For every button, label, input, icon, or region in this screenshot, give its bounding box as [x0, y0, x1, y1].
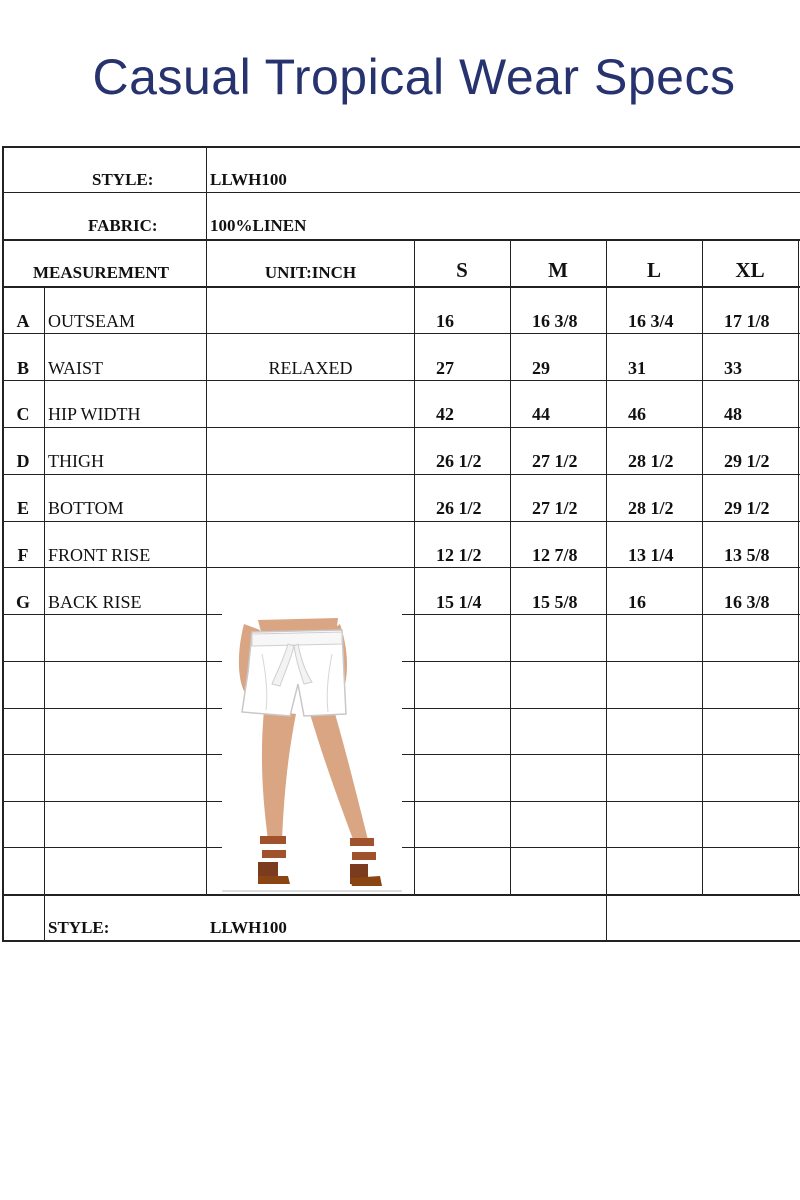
- row-letter: E: [16, 498, 29, 518]
- row-name: FRONT RISE: [48, 545, 151, 565]
- row-divider: [400, 708, 800, 709]
- row-name: WAIST: [48, 358, 103, 378]
- row-note: RELAXED: [268, 358, 353, 378]
- row-letter: D: [16, 451, 30, 471]
- value-s: 26 1/2: [436, 498, 482, 518]
- measurement-header: MEASUREMENT: [33, 263, 170, 282]
- value-l: 28 1/2: [628, 451, 674, 471]
- column-divider: [510, 239, 511, 894]
- table-border-top: [2, 146, 800, 148]
- row-divider: [2, 754, 224, 755]
- value-xl: 33: [724, 358, 742, 378]
- row-note: [207, 446, 414, 472]
- style-value: LLWH100: [210, 170, 287, 189]
- value-l: 13 1/4: [628, 545, 674, 565]
- value-xl: 29 1/2: [724, 451, 770, 471]
- unit-header: UNIT:INCH: [264, 263, 357, 282]
- footer-style-label: STYLE:: [48, 918, 110, 937]
- row-divider: [2, 567, 800, 568]
- value-l: 16: [628, 592, 646, 612]
- footer-style-value: LLWH100: [210, 918, 287, 937]
- row-divider: [2, 847, 224, 848]
- value-s: 15 1/4: [436, 592, 482, 612]
- value-s: 12 1/2: [436, 545, 482, 565]
- fabric-label: FABRIC:: [88, 216, 158, 235]
- value-xl: 48: [724, 404, 742, 424]
- value-xl: 29 1/2: [724, 498, 770, 518]
- row-divider: [400, 661, 800, 662]
- column-divider: [44, 286, 45, 940]
- row-divider: [2, 661, 224, 662]
- column-divider: [798, 239, 799, 894]
- row-divider: [2, 801, 224, 802]
- value-s: 27: [436, 358, 454, 378]
- row-divider: [2, 333, 800, 334]
- value-l: 16 3/4: [628, 311, 674, 331]
- size-header-s: S: [456, 258, 468, 282]
- row-divider: [400, 847, 800, 848]
- row-name: OUTSEAM: [48, 311, 136, 331]
- size-header-m: M: [548, 258, 568, 282]
- size-header-xl: XL: [735, 258, 765, 282]
- row-divider: [2, 708, 224, 709]
- shorts-model-photo: [222, 614, 402, 894]
- row-note: [207, 540, 414, 566]
- row-note: [207, 306, 414, 332]
- value-xl: 13 5/8: [724, 545, 770, 565]
- row-divider: [2, 521, 800, 522]
- row-note: [207, 587, 414, 613]
- row-letter: F: [17, 545, 29, 565]
- row-divider: [2, 894, 800, 896]
- value-m: 44: [532, 404, 550, 424]
- row-letter: A: [16, 311, 30, 331]
- value-l: 46: [628, 404, 646, 424]
- row-divider: [2, 380, 800, 381]
- row-name: THIGH: [48, 451, 104, 471]
- row-name: BOTTOM: [48, 498, 124, 518]
- style-label: STYLE:: [92, 170, 154, 189]
- row-divider: [400, 754, 800, 755]
- value-l: 28 1/2: [628, 498, 674, 518]
- row-note: [207, 399, 414, 425]
- value-xl: 16 3/8: [724, 592, 770, 612]
- value-s: 26 1/2: [436, 451, 482, 471]
- value-m: 15 5/8: [532, 592, 578, 612]
- table-border-bottom: [2, 940, 800, 942]
- value-m: 27 1/2: [532, 451, 578, 471]
- value-m: 12 7/8: [532, 545, 578, 565]
- value-m: 16 3/8: [532, 311, 578, 331]
- row-letter: B: [16, 358, 29, 378]
- value-m: 27 1/2: [532, 498, 578, 518]
- fabric-value: 100%LINEN: [210, 216, 307, 235]
- row-letter: G: [15, 592, 30, 612]
- value-l: 31: [628, 358, 646, 378]
- row-divider: [2, 286, 800, 288]
- row-divider: [400, 801, 800, 802]
- row-name: BACK RISE: [48, 592, 142, 612]
- row-divider: [2, 192, 800, 193]
- row-name: HIP WIDTH: [48, 404, 141, 424]
- row-divider: [2, 239, 800, 241]
- value-xl: 17 1/8: [724, 311, 770, 331]
- value-s: 42: [436, 404, 454, 424]
- size-header-l: L: [646, 258, 661, 282]
- page-title: Casual Tropical Wear Specs: [92, 49, 736, 105]
- row-divider: [2, 427, 800, 428]
- value-m: 29: [532, 358, 550, 378]
- row-note: [207, 493, 414, 519]
- value-s: 16: [436, 311, 454, 331]
- column-divider: [414, 239, 415, 894]
- row-divider: [2, 474, 800, 475]
- row-letter: C: [16, 404, 30, 424]
- column-divider: [702, 239, 703, 894]
